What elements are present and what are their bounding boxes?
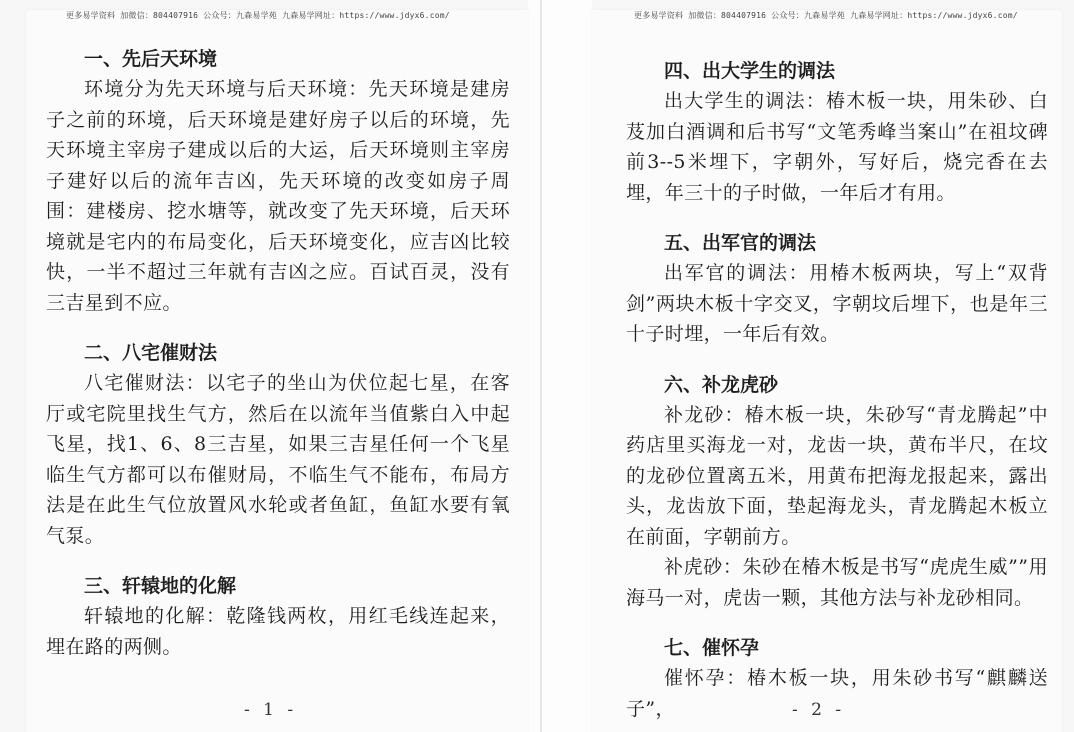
section-paragraph: 出大学生的调法：椿木板一块，用朱砂、白芨加白酒调和后书写“文笔秀峰当案山”在祖坟碑前3--5米埋下，字朝外，写好后，烧完香在去埋，年三十的子时做，一年后才有用。 [626,90,1048,204]
section-heading: 一、先后天环境 [84,48,218,70]
section-paragraph: 补龙砂：椿木板一块，朱砂写“青龙腾起”中药店里买海龙一对，龙齿一块，黄布半尺，在坟的龙砂位置离五米，用黄布把海龙报起来，露出头，龙齿放下面，垫起海龙头，青龙腾起木板立在前面，字朝前方。 [626,403,1048,548]
left-page [26,10,528,732]
book-gutter [528,0,592,732]
section-heading: 三、轩辕地的化解 [84,575,237,597]
section-heading: 五、出军官的调法 [664,232,817,254]
section-paragraph: 催怀孕：椿木板一块，用朱砂书写“麒麟送子”， [626,667,1048,720]
section-paragraph: 八宅催财法：以宅子的坐山为伏位起七星，在客厅或宅院里找生气方，然后在以流年当值紫白入中起飞星，找1、6、8三吉星，如果三吉星任何一个飞星临生气方都可以布催财局，不临生气不能布，布局方法是在此生气位放置风水轮或者鱼缸，鱼缸水要有氧气泵。 [46,372,510,547]
section-heading: 六、补龙虎砂 [664,373,779,396]
section-heading: 七、催怀孕 [664,637,760,659]
left-page-content [26,44,528,662]
section-paragraph: 出军官的调法：用椿木板两块，写上“双背剑”两块木板十字交叉，字朝坟后埋下，也是年三十子时埋，一年后有效。 [626,262,1048,345]
right-page [592,10,1062,732]
page-header-text: 更多易学资料 加微信：804407916 公众号：九森易学苑 九森易学网址：https://www.jdyx6.com/ [66,11,450,20]
right-page-content [592,44,1062,724]
gutter-divider [540,0,542,732]
page-number: - 1 - [244,700,298,720]
section-paragraph: 轩辕地的化解：乾隆钱两枚，用红毛线连起来，埋在路的两侧。 [46,605,510,658]
page-number: - 2 - [792,700,846,720]
page-header-text: 更多易学资料 加微信：804407916 公众号：九森易学苑 九森易学网址：https://www.jdyx6.com/ [634,11,1018,20]
section-heading: 四、出大学生的调法 [664,60,836,82]
section-paragraph: 环境分为先天环境与后天环境：先天环境是建房子之前的环境，后天环境是建好房子以后的环境，先天环境主宰房子建成以后的大运，后天环境则主宰房子建好以后的流年吉凶，先天环境的改变如房子周围：建楼房、挖水塘等，就改变了先天环境，后天环境就是宅内的布局变化，后天环境变化，应吉凶比较快，一半不超过三年就有吉凶之应。百试百灵，没有三吉星到不应。 [46,78,510,314]
section-paragraph: 补虎砂：朱砂在椿木板是书写“虎虎生威””用海马一对，虎齿一颗，其他方法与补龙砂相同。 [626,556,1048,609]
section-heading: 二、八宅催财法 [84,342,218,364]
